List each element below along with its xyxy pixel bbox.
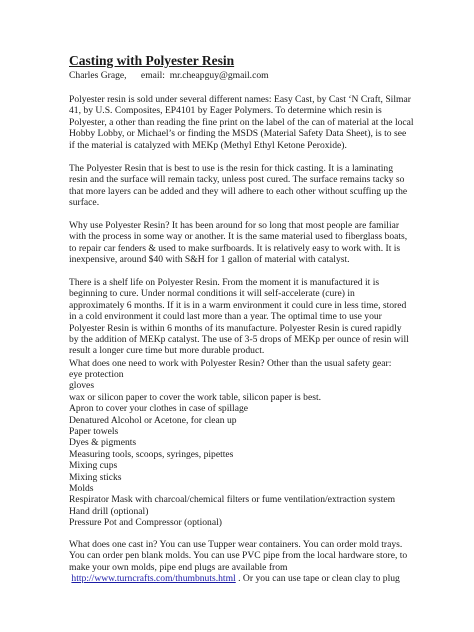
page-title: Casting with Polyester Resin xyxy=(69,53,235,68)
text-line: Polyester Resin is within 6 months of its manufacture. Polyester Resin is cured rapidly xyxy=(69,322,402,334)
paragraph-resin-names xyxy=(69,94,421,151)
text-line: approximately 6 months. If it is in a warm environment it could cure in less time, stored xyxy=(69,299,407,311)
text-line: inexpensive, around $40 with S&H for 1 gallon of material with catalyst. xyxy=(69,254,350,266)
author-line: Charles Grage, email: mr.cheapguy@gmail.com xyxy=(69,70,269,81)
text-line: The Polyester Resin that is best to use is the resin for thick casting. It is a laminating xyxy=(69,163,393,174)
turncrafts-link[interactable]: http://www.turncrafts.com/thumbnuts.html xyxy=(71,573,236,585)
list-item: Molds xyxy=(69,483,94,495)
text-line: with the process in some way or another. It is the same material used to fiberglass boats, xyxy=(69,231,408,243)
list-item: Respirator Mask with charcoal/chemical filters or fume ventilation/extraction system xyxy=(69,494,396,506)
text-line: make your own molds, pipe end plugs are available from xyxy=(69,561,288,573)
list-item: eye protection xyxy=(69,369,124,380)
paragraph-why-use xyxy=(69,220,421,266)
list-item: Mixing sticks xyxy=(69,471,122,483)
link-tail-text: . Or you can use tape or clean clay to plug xyxy=(235,573,400,585)
list-item: wax or silicon paper to cover the work table, silicon paper is best. xyxy=(69,391,322,403)
paragraph-best-resin xyxy=(69,163,421,209)
list-item: gloves xyxy=(69,380,95,392)
text-line: Polyester, a other than reading the fine print on the label of the can of material at the local xyxy=(69,116,414,128)
text-line: Why use Polyester Resin? It has been around for so long that most people are familiar xyxy=(69,220,400,231)
list-item: Pressure Pot and Compressor (optional) xyxy=(69,517,222,529)
text-line: What does one cast in? You can use Tupper wear containers. You can order mold trays. xyxy=(69,539,403,550)
paragraph-supplies-intro xyxy=(69,358,421,369)
text-line: by the addition of MEKp catalyst. The use of 3-5 drops of MEKp per ounce of resin will xyxy=(69,334,409,346)
list-item: Apron to cover your clothes in case of spillage xyxy=(69,403,249,415)
supplies-list xyxy=(69,369,395,529)
text-line-with-link xyxy=(69,573,421,584)
list-item: Measuring tools, scoops, syringes, pipettes xyxy=(69,448,234,460)
text-line: Hobby Lobby, or Michael’s or finding the MSDS (Material Safety Data Sheet), is to see xyxy=(69,128,407,140)
text-line: result a longer cure time but more durable product. xyxy=(69,345,265,357)
list-item: Mixing cups xyxy=(69,460,118,472)
text-line: resin and the surface will remain tacky, unless post cured. The surface remains tacky so xyxy=(69,174,405,186)
text-line: There is a shelf life on Polyester Resin. From the moment it is manufactured it is xyxy=(69,277,380,288)
text-line: if the material is catalyzed with MEKp (Methyl Ethyl Ketone Peroxide). xyxy=(69,139,347,151)
text-line: in a cold environment it could last more than a year. The optimal time to use your xyxy=(69,311,382,323)
text-line: What does one need to work with Polyester Resin? Other than the usual safety gear: xyxy=(69,358,392,369)
text-line: Polyester resin is sold under several different names: Easy Cast, by Cast ‘N Craft, Silmar xyxy=(69,94,411,105)
text-line: to repair car fenders & used to make surfboards. It is relatively easy to work with. It is xyxy=(69,242,401,254)
paragraph-cast-in xyxy=(69,539,421,585)
text-line: beginning to cure. Under normal conditions it will self-accelerate (cure) in xyxy=(69,288,355,300)
text-line: surface. xyxy=(69,197,100,209)
list-item: Hand drill (optional) xyxy=(69,505,149,517)
list-item: Dyes & pigments xyxy=(69,437,137,449)
list-item: Paper towels xyxy=(69,426,119,438)
list-item: Denatured Alcohol or Acetone, for clean up xyxy=(69,414,237,426)
paragraph-shelf-life xyxy=(69,277,421,357)
text-line: You can order pen blank molds. You can use PVC pipe from the local hardware store, to xyxy=(69,550,408,562)
text-line: 41, by U.S. Composites, EP4101 by Eager Polymers. To determine which resin is xyxy=(69,105,382,117)
text-line: that more layers can be added and they will adhere to each other without scuffing up the xyxy=(69,185,408,197)
